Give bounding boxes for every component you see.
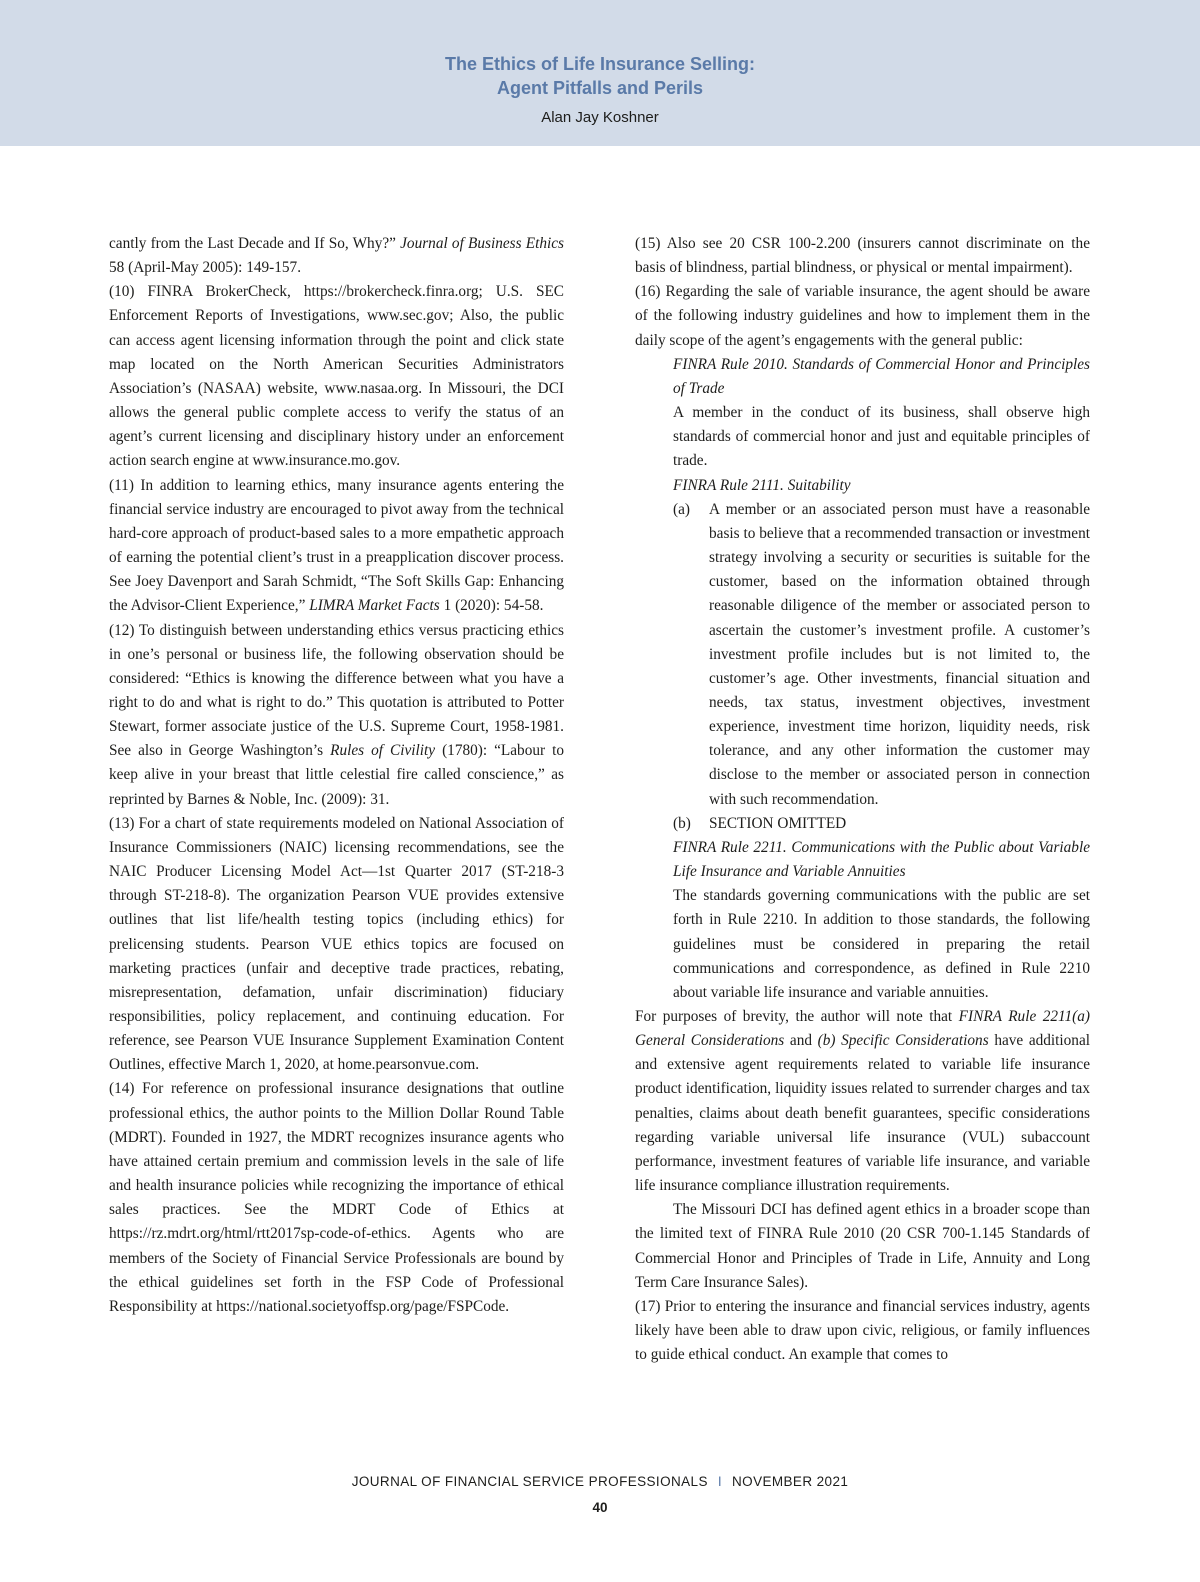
title-line-1: The Ethics of Life Insurance Selling: <box>444 54 756 74</box>
endnote-12 <box>109 619 564 812</box>
footer-date: NOVEMBER 2021 <box>732 1474 849 1489</box>
article-title <box>0 52 1200 100</box>
item-a-marker: (a) <box>673 500 690 518</box>
rule-2010-heading <box>673 353 1090 401</box>
rule-2111-heading <box>673 474 1090 498</box>
endnote-9-continued <box>109 232 564 280</box>
endnote-9-text: cantly from the Last Decade and If So, Why?” <box>109 235 396 252</box>
rule-2111-item-a <box>673 498 1090 812</box>
endnote-10: (10) FINRA BrokerCheck, https://brokercheck.finra.org; U.S. SEC Enforcement Reports of Investigations, www.sec.gov; Also, the public can access agent licensing information through the point and click state map located on the North American Securities Administrators Association’s (NASAA) website, www.nasaa.org. In Missouri, the DCI allows the general public complete access to verify the status of an agent’s current licensing and disciplinary history under an enforcement action search engine at www.insurance.mo.gov. <box>109 283 564 470</box>
endnote-11-text: (11) In addition to learning ethics, many insurance agents entering the financial service industry are encouraged to pivot away from the technical hard-core approach of product-based sales to a more empathetic approach of earning the potential client’s trust in a preapplication discover process. See Joey Davenport and Sarah Schmidt, “The Soft Skills Gap: Enhancing the Advisor-Client Experience,” <box>109 476 564 615</box>
brevity-and: and <box>789 1032 812 1050</box>
footer-journal-name: JOURNAL OF FINANCIAL SERVICE PROFESSIONALS <box>351 1474 708 1489</box>
rule-2211-heading <box>673 836 1090 884</box>
endnote-14: (14) For reference on professional insurance designations that outline professional ethics, the author points to the Million Dollar Round Table (MDRT). Founded in 1927, the MDRT recognizes insurance agents who have attained certain premium and commission levels in the sale of life and health insurance policies while recognizing the importance of ethical sales practices. See the MDRT Code of Ethics at https://rz.mdrt.org/html/rtt2017sp-code-of-ethics. Agents who are members of the Society of Financial Service Professionals are bound by the ethical guidelines set forth in the FSP Code of Professional Responsibility at https://national.societyoffsp.org/page/FSPCode. <box>109 1080 564 1315</box>
rule-2010-heading-text: FINRA Rule 2010. Standards of Commercial Honor and Principles of Trade <box>673 355 1090 397</box>
brevity-tail: have additional and extensive agent requirements related to variable life insurance product identification, liquidity issues related to surrender charges and tax penalties, claims about death benefit guarantees, specific considerations regarding variable universal life insurance (VUL) subaccount performance, investment features of variable life insurance, and variable life insurance compliance illustration requirements. <box>635 1032 1090 1195</box>
endnote-12-book: Rules of Civility <box>330 742 436 760</box>
footer-journal-line <box>0 1473 1200 1491</box>
endnote-9-journal: Journal of Business Ethics <box>400 235 565 252</box>
endnote-11-journal: LIMRA Market Facts <box>309 597 440 615</box>
rule-2010-text: A member in the conduct of its business, shall observe high standards of commercial honor and just and equitable principles of trade. <box>673 404 1090 470</box>
brevity-paragraph <box>635 1005 1090 1198</box>
endnote-16: (16) Regarding the sale of variable insurance, the agent should be aware of the following industry guidelines and how to implement them in the daily scope of the agent’s engagements with the general public: <box>635 283 1090 349</box>
brevity-ref-b: (b) Specific Considerations <box>817 1032 989 1050</box>
rule-2211-heading-text: FINRA Rule 2211. Communications with the Public about Variable Life Insurance and Variable Annuities <box>673 838 1090 881</box>
title-line-2: Agent Pitfalls and Perils <box>496 78 704 98</box>
endnote-13: (13) For a chart of state requirements modeled on National Association of Insurance Commissioners (NAIC) licensing recommendations, see the NAIC Producer Licensing Model Act—1st Quarter 2017 (ST-218-3 through ST-218-8). The organization Pearson VUE provides extensive outlines that list life/health testing topics (including ethics) for prelicensing students. Pearson VUE ethics topics are focused on marketing practices (unfair and deceptive trade practices, rebating, misrepresentation, defamation, unfair discrimination) fiduciary responsibilities, policy replacement, and continuing education. For reference, see Pearson VUE Insurance Supplement Examination Content Outlines, effective March 1, 2020, at home.pearsonvue.com. <box>109 814 564 1074</box>
endnote-12-tail: (1780): “Labour to keep alive in your breast that little celestial fire called conscience,” as reprinted by Barnes & Noble, Inc. (2009): 31. <box>109 742 565 808</box>
endnote-11-tail: 1 (2020): 54-58. <box>443 597 544 615</box>
left-column <box>109 232 564 1319</box>
missouri-paragraph: The Missouri DCI has defined agent ethics in a broader scope than the limited text of FINRA Rule 2010 (20 CSR 700-1.145 Standards of Commercial Honor and Principles of Trade in Life, Annuity and Long Term Care Insurance Sales). <box>635 1201 1090 1291</box>
brevity-start: For purposes of brevity, the author will note that <box>635 1008 953 1025</box>
endnote-15: (15) Also see 20 CSR 100-2.200 (insurers cannot discriminate on the basis of blindness, partial blindness, or physical or mental impairment). <box>635 235 1090 277</box>
page-number: 40 <box>592 1500 608 1515</box>
footer-separator: I <box>717 1474 723 1489</box>
right-column <box>635 232 1090 1367</box>
item-b-marker: (b) <box>673 814 691 832</box>
rule-2211-text: The standards governing communications with the public are set forth in Rule 2210. In addition to those standards, the following guidelines must be considered in preparing the retail communications and correspondence, as defined in Rule 2210 about variable life insurance and variable annuities. <box>673 887 1090 1001</box>
brevity-ref-a: FINRA Rule 2211(a) General Considerations <box>635 1008 1091 1050</box>
rule-2111-heading-text: FINRA Rule 2111. Suitability <box>673 476 851 494</box>
item-a-text: A member or an associated person must have a reasonable basis to believe that a recommended transaction or investment strategy involving a security or securities is suitable for the customer, based on the information obtained through reasonable diligence of the member or associated person to ascertain the customer’s investment profile. A customer’s investment profile includes but is not limited to, the customer’s age. Other investments, financial situation and needs, tax status, investment objectives, investment experience, investment time horizon, liquidity needs, risk tolerance, and any other information the customer may disclose to the member or associated person in connection with such recommendation. <box>709 500 1090 808</box>
endnote-17: (17) Prior to entering the insurance and financial services industry, agents likely have been able to draw upon civic, religious, or family influences to guide ethical conduct. An example that comes to <box>635 1297 1090 1364</box>
endnote-9-tail: 58 (April-May 2005): 149-157. <box>109 259 302 277</box>
endnote-12-text: (12) To distinguish between understanding ethics versus practicing ethics in one’s personal or business life, the following observation should be considered: “Ethics is knowing the difference between what you have a right to do and what is right to do.” This quotation is attributed to Potter Stewart, former associate justice of the U.S. Supreme Court, 1958-1981. See also in George Washington’s <box>109 621 564 760</box>
article-author: Alan Jay Koshner <box>541 109 659 126</box>
item-b-text: SECTION OMITTED <box>709 814 847 832</box>
endnote-11 <box>109 474 564 619</box>
rule-2111-item-b <box>673 812 1090 836</box>
